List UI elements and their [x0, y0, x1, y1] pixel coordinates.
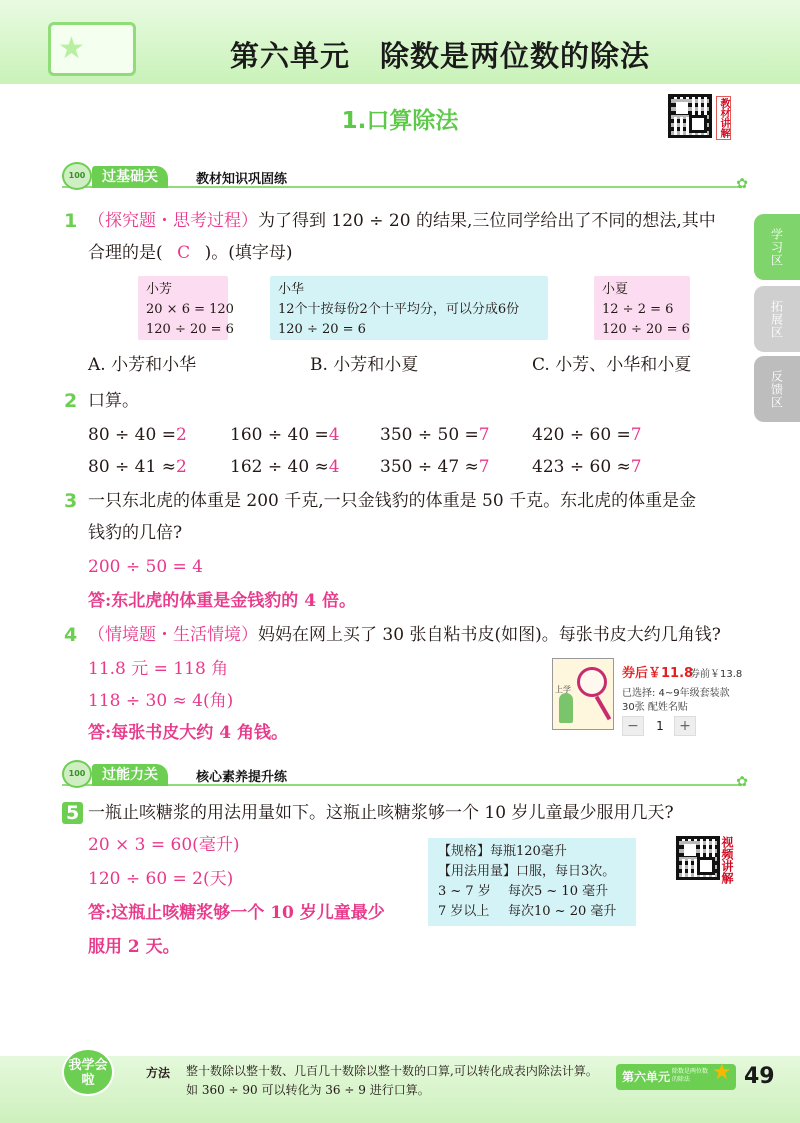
calc-answer: 7 [630, 457, 642, 477]
q5-answer-line2: 服用 2 天。 [88, 937, 180, 957]
calc-item [230, 456, 340, 478]
calc-item [532, 424, 642, 446]
calc-item [88, 456, 187, 478]
qr-tag-textbook: 教材讲解 [718, 98, 729, 138]
calc-item [230, 424, 340, 446]
mascot-icon: ★ [712, 1060, 732, 1085]
calc-expr: 162 ÷ 40 ≈ [230, 457, 329, 477]
calc-expr: 160 ÷ 40 = [230, 425, 329, 445]
calc-answer: 2 [175, 457, 187, 477]
idea-box-xiaohua [270, 276, 548, 340]
tab-feedback-area[interactable]: 反馈区 [754, 356, 800, 422]
q1-text: 为了得到 120 ÷ 20 的结果,三位同学给出了不同的想法,其中 [258, 211, 716, 231]
question-number: 2 [64, 390, 78, 412]
q3-prompt-line1: 一只东北虎的体重是 200 千克,一只金钱豹的体重是 50 千克。东北虎的体重是金 [88, 491, 697, 511]
calc-expr: 423 ÷ 60 ≈ [532, 457, 631, 477]
footer-badge: 我学会啦 [62, 1048, 114, 1096]
quantity-value[interactable]: 1 [656, 719, 664, 733]
page-number: 49 [744, 1064, 775, 1089]
spec-age: 7 岁以上 [438, 904, 490, 919]
q4-work1: 11.8 元 = 118 角 [88, 659, 229, 679]
idea-line: 12个十按每份2个十平均分，可以分成6份 [278, 302, 520, 317]
qr-tag-video: 视频讲解 [720, 836, 734, 884]
calc-expr: 350 ÷ 47 ≈ [380, 457, 479, 477]
option-c: C. 小芳、小华和小夏 [532, 355, 692, 375]
calc-answer: 7 [478, 425, 490, 445]
section-ability [62, 764, 748, 790]
q1-tag: （探究题・思考过程） [88, 211, 258, 231]
q1-text-after: )。(填字母) [204, 243, 293, 263]
calc-answer: 4 [328, 425, 340, 445]
idea-line: 120 ÷ 20 = 6 [146, 322, 234, 337]
spec-age: 3 ~ 7 岁 [438, 884, 491, 899]
idea-line: 120 ÷ 20 = 6 [278, 322, 366, 337]
section-badge-icon: 100 [62, 760, 92, 788]
q1-answer: C [177, 243, 191, 263]
magnifier-icon [577, 667, 607, 697]
product-spec: 30张 配姓名贴 [622, 702, 688, 713]
calc-item [380, 424, 490, 446]
option-b: B. 小芳和小夏 [310, 355, 419, 375]
section-badge-icon: 100 [62, 162, 92, 190]
calc-answer: 4 [328, 457, 340, 477]
calc-expr: 350 ÷ 50 = [380, 425, 479, 445]
calc-answer: 7 [630, 425, 642, 445]
calc-expr: 80 ÷ 40 = [88, 425, 176, 445]
product-selected: 已选择: 4~9年级套装款 [622, 688, 730, 699]
quantity-minus-button[interactable]: − [622, 716, 644, 736]
calc-expr: 420 ÷ 60 = [532, 425, 631, 445]
qr-code-icon[interactable] [676, 836, 720, 880]
q3-work: 200 ÷ 50 = 4 [88, 557, 203, 577]
section-subtitle: 核心素养提升练 [196, 770, 288, 785]
idea-box-xiaoxia [594, 276, 690, 340]
option-a: A. 小芳和小华 [88, 355, 197, 375]
magnifier-handle [595, 696, 611, 721]
footer-unit: 第六单元 [622, 1070, 671, 1084]
spec-line: 【用法用量】口服，每日3次。 [438, 864, 616, 879]
spec-line: 【规格】每瓶120毫升 [438, 844, 567, 859]
method-label: 方法 [146, 1066, 171, 1080]
tree-icon [559, 693, 573, 723]
product-price: 券后￥11.8 [622, 666, 694, 681]
tab-study-area[interactable]: 学习区 [754, 214, 800, 280]
spec-row [438, 902, 626, 922]
leaf-icon: ✿ [736, 176, 748, 192]
unit-title: 第六单元 除数是两位数的除法 [229, 39, 650, 73]
q5-work2: 120 ÷ 60 = 2(天) [88, 869, 234, 889]
question-number: 3 [64, 490, 78, 512]
spec-row [438, 882, 626, 902]
section-basic [62, 166, 748, 192]
q1-prompt-line1 [88, 210, 716, 232]
section-subtitle: 教材知识巩固练 [196, 172, 288, 187]
tab-extension-area[interactable]: 拓展区 [754, 286, 800, 352]
spec-dose: 每次10 ~ 20 毫升 [508, 904, 617, 919]
qr-code-icon[interactable] [668, 94, 712, 138]
q3-answer: 答:东北虎的体重是金钱豹的 4 倍。 [88, 591, 356, 611]
idea-line: 120 ÷ 20 = 6 [602, 322, 690, 337]
book-cover-image [552, 658, 614, 730]
idea-name: 小华 [278, 282, 305, 297]
medicine-spec-box [428, 838, 636, 926]
idea-line: 20 × 6 = 120 [146, 302, 234, 317]
section-title: 过能力关 [92, 764, 168, 786]
q5-prompt: 一瓶止咳糖浆的用法用量如下。这瓶止咳糖浆够一个 10 岁儿童最少服用几天? [88, 803, 674, 823]
q2-prompt: 口算。 [88, 391, 139, 411]
product-price-old: 券前￥13.8 [690, 669, 743, 680]
leaf-icon: ✿ [736, 774, 748, 790]
method-note: 整十数除以整十数、几百几十数除以整十数的口算,可以转化成表内除法计算。如 360 ÷ 90 可以转化为 36 ÷ 9 进行口算。 [186, 1064, 598, 1097]
spec-dose: 每次5 ~ 10 毫升 [508, 884, 609, 899]
question-number: 1 [64, 210, 78, 232]
calc-expr: 80 ÷ 41 ≈ [88, 457, 176, 477]
idea-name: 小夏 [602, 282, 629, 297]
q4-prompt [88, 624, 721, 646]
idea-line: 12 ÷ 2 = 6 [602, 302, 674, 317]
question-number: 4 [64, 624, 78, 646]
question-number: 5 [62, 802, 83, 824]
q5-answer-line1: 答:这瓶止咳糖浆够一个 10 岁儿童最少 [88, 903, 385, 923]
idea-name: 小芳 [146, 282, 173, 297]
q1-text-before: 合理的是( [88, 243, 163, 263]
quantity-plus-button[interactable]: + [674, 716, 696, 736]
q4-work2: 118 ÷ 30 ≈ 4(角) [88, 691, 234, 711]
q5-work1: 20 × 3 = 60(毫升) [88, 835, 240, 855]
idea-box-xiaofang [138, 276, 234, 340]
book-cover-label: 上学 [555, 685, 571, 694]
q4-answer: 答:每张书皮大约 4 角钱。 [88, 723, 288, 743]
calc-item [532, 456, 642, 478]
calc-item [380, 456, 490, 478]
calc-item [88, 424, 187, 446]
calc-answer: 2 [175, 425, 187, 445]
calc-answer: 7 [478, 457, 490, 477]
q4-text: 妈妈在网上买了 30 张自粘书皮(如图)。每张书皮大约几角钱? [258, 625, 721, 645]
star-mascot-icon: ★ [58, 31, 85, 66]
q3-prompt-line2: 钱豹的几倍? [88, 523, 183, 543]
section-title: 过基础关 [92, 166, 168, 188]
lesson-title: 1.口算除法 [341, 108, 459, 134]
footer-unit-subtitle: 除数是两位数的除法 [672, 1068, 709, 1083]
q4-tag: （情境题・生活情境） [88, 625, 258, 645]
q1-prompt-line2 [88, 242, 293, 264]
